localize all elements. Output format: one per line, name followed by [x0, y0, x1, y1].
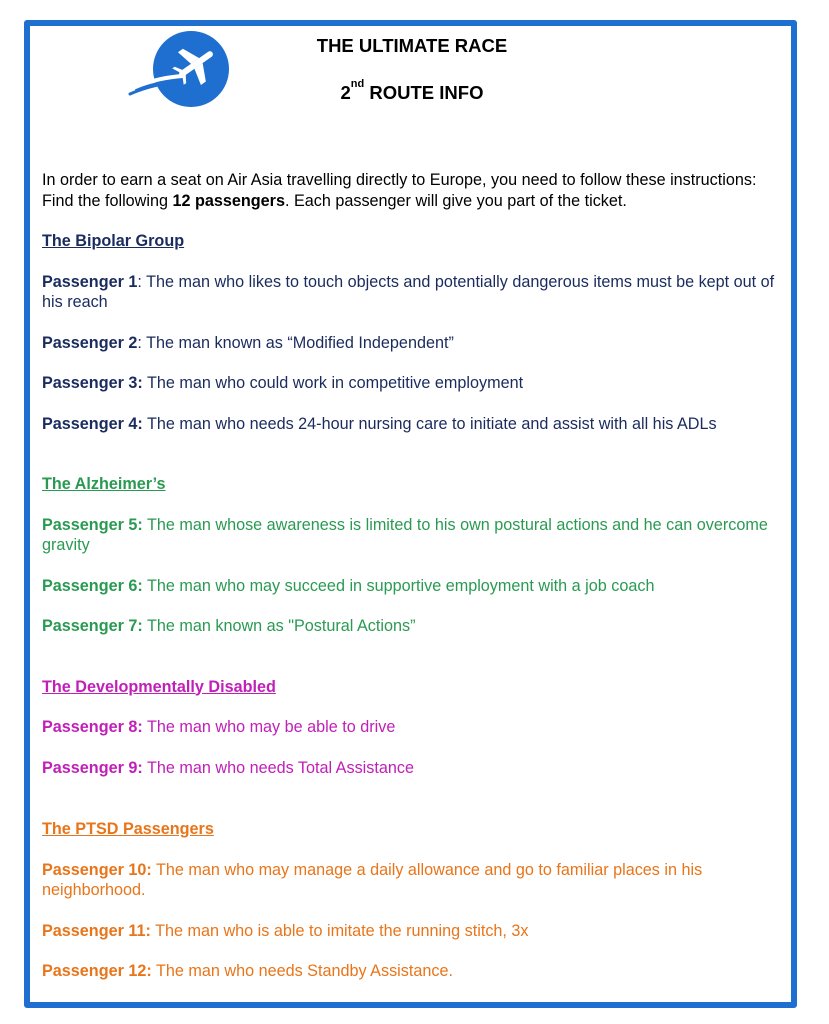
group-heading-bipolar: The Bipolar Group	[42, 232, 185, 250]
passenger-4: Passenger 4: The man who needs 24-hour nursing care to initiate and assist with all his ADLs	[42, 414, 717, 433]
passenger-9: Passenger 9: The man who needs Total Assistance	[42, 758, 414, 777]
passenger-3: Passenger 3: The man who could work in competitive employment	[42, 374, 524, 392]
airplane-globe-icon	[128, 30, 232, 108]
passenger-12: Passenger 12: The man who needs Standby Assistance.	[42, 962, 453, 980]
page-title: THE ULTIMATE RACE	[316, 35, 508, 56]
passenger-10: Passenger 10: The man who may manage a daily allowance and go to familiar places in his neighborhood.	[42, 860, 703, 899]
passenger-7: Passenger 7: The man known as "Postural Actions”	[42, 617, 416, 635]
passenger-5: Passenger 5: The man whose awareness is limited to his own postural actions and he can overcome gravity	[42, 515, 768, 554]
passenger-8: Passenger 8: The man who may be able to drive	[42, 718, 396, 736]
group-heading-ptsd: The PTSD Passengers	[42, 820, 214, 838]
intro-paragraph: In order to earn a seat on Air Asia travelling directly to Europe, you need to follow these instructions: Find the following 12 passengers. Each passenger will give you part of the ticket.	[42, 171, 757, 210]
route-subtitle: 2nd ROUTE INFO	[340, 78, 484, 103]
spacer	[42, 657, 790, 677]
passenger-11: Passenger 11: The man who is able to imitate the running stitch, 3x	[42, 921, 529, 940]
group-heading-alzheimers: The Alzheimer’s	[42, 475, 166, 493]
spacer	[42, 798, 790, 819]
group-heading-developmentally-disabled: The Developmentally Disabled	[42, 677, 276, 696]
passenger-2: Passenger 2: The man known as “Modified Independent”	[42, 333, 454, 352]
passenger-6: Passenger 6: The man who may succeed in supportive employment with a job coach	[42, 576, 655, 595]
passenger-1: Passenger 1: The man who likes to touch objects and potentially dangerous items must be kept out of his reach	[42, 272, 775, 311]
document-body	[42, 170, 790, 1002]
spacer	[42, 454, 790, 474]
